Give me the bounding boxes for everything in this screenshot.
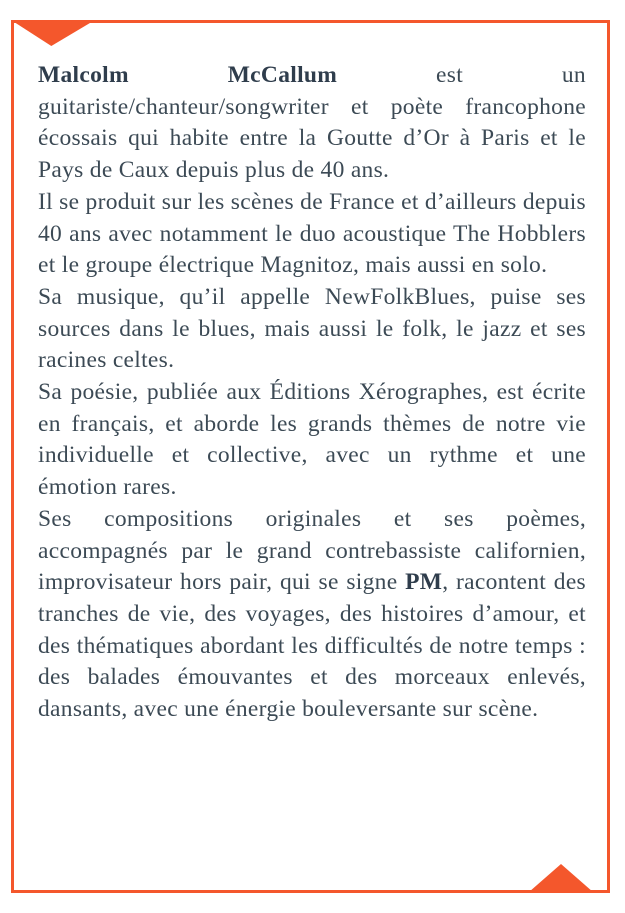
body-text: Ses compositions originales et ses poèmes, accompagnés par le grand contrebassiste californien, improvisateur hors pair, qui se signe xyxy=(38,505,586,596)
paragraph xyxy=(38,377,586,504)
body-text: Il se produit sur les scènes de France et d’ailleurs depuis 40 ans avec notamment le duo acoustique The Hobblers et le groupe électrique Magnitoz, mais aussi en solo. xyxy=(38,188,586,279)
bold-text: Malcolm McCallum xyxy=(38,62,338,88)
body-text: Sa poésie, publiée aux Éditions Xérographes, est écrite en français, et aborde les grands thèmes de notre vie individuelle et collective, avec un rythme et une émotion rares. xyxy=(38,379,586,501)
body-text: , racontent des tranches de vie, des voyages, des histoires d’amour, et des thématiques abordant les difficultés de notre temps : des balades émouvantes et des morceaux enlevés, dansants, avec une énergie bouleversante sur scène. xyxy=(38,569,586,723)
body-text: Sa musique, qu’il appelle NewFolkBlues, puise ses sources dans le blues, mais aussi le folk, le jazz et ses racines celtes. xyxy=(38,283,586,374)
bold-text: PM xyxy=(405,569,443,596)
paragraph xyxy=(38,60,586,187)
paragraph xyxy=(38,504,586,726)
paragraph xyxy=(38,282,586,377)
article-body xyxy=(38,60,586,726)
paragraph xyxy=(38,187,586,282)
body-text: est un guitariste/chanteur/songwriter et poète francophone écossais qui habite entre la Goutte d’Or à Paris et le Pays de Caux depuis plus de 40 ans. xyxy=(38,62,586,184)
